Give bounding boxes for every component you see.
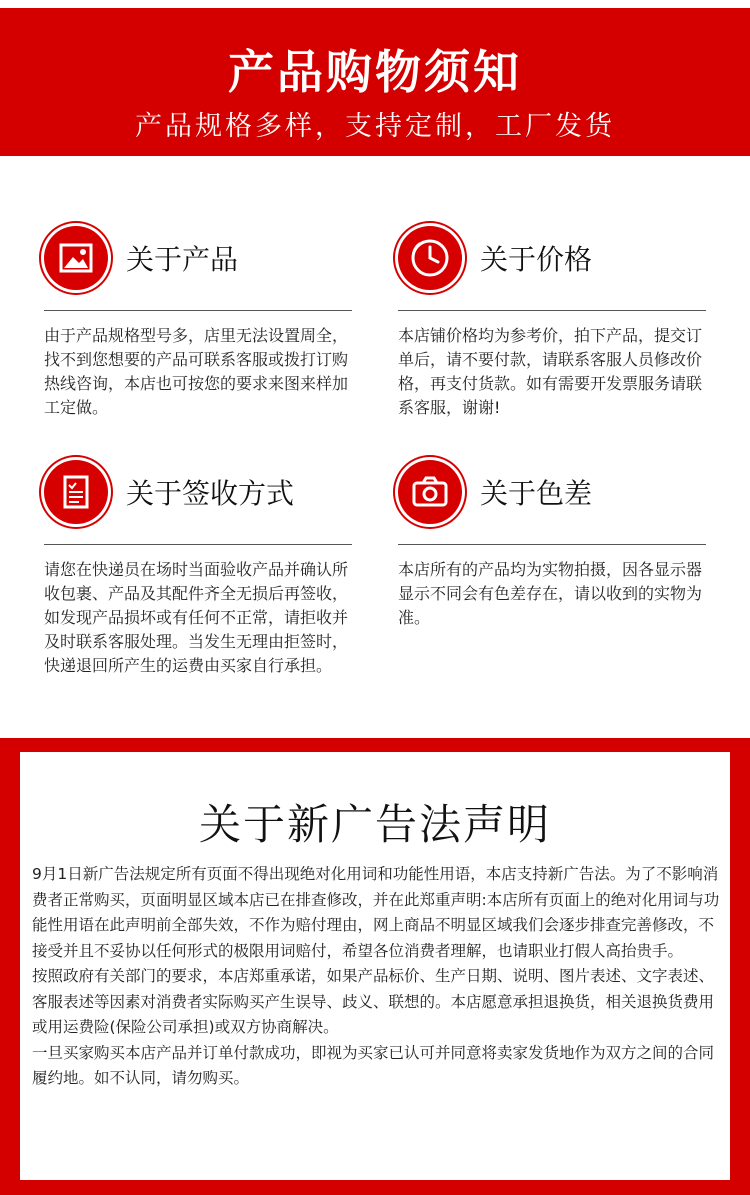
clock-icon [398, 226, 462, 290]
picture-icon [44, 226, 108, 290]
section-color [398, 460, 708, 710]
section-divider [44, 544, 352, 545]
section-text: 请您在快递员在场时当面验收产品并确认所收包裹、产品及其配件齐全无损后再签收，如发现产品损坏或有任何不正常，请拒收并及时联系客服处理。当发生无理由拒签时，快递退回所产生的运费由买家自行承担。 [44, 560, 349, 675]
section-divider [44, 310, 352, 311]
section-text: 本店所有的产品均为实物拍摄，因各显示器显示不同会有色差存在，请以收到的实物为准。 [398, 560, 703, 627]
camera-icon [398, 460, 462, 524]
legal-panel [0, 738, 750, 1195]
legal-title: 关于新广告法声明 [198, 800, 551, 849]
legal-paragraph: 按照政府有关部门的要求，本店郑重承诺，如果产品标价、生产日期、说明、图片表述、文字表述、客服表述等因素对消费者实际购买产生误导、歧义、联想的。本店愿意承担退换货，相关退换货费用或用运费险(保险公司承担)或双方协商解决。 [32, 967, 715, 1036]
section-text: 由于产品规格型号多，店里无法设置周全，找不到您想要的产品可联系客服或拨打订购热线咨询，本店也可按您的要求来图来样加工定做。 [44, 326, 349, 417]
legal-paragraph: 一旦买家购买本店产品并订单付款成功，即视为买家已认可并同意将卖家发货地作为双方之间的合同履约地。如不认同，请勿购买。 [32, 1043, 715, 1087]
section-title: 关于产品 [126, 243, 239, 276]
legal-text [32, 862, 722, 1092]
page-title: 产品购物须知 [228, 45, 522, 99]
header-banner [0, 8, 750, 156]
section-product [44, 226, 354, 446]
section-price [398, 226, 708, 446]
legal-paragraph: 9月1日新广告法规定所有页面不得出现绝对化用词和功能性用语，本店支持新广告法。为了不影响消费者正常购买，页面明显区域本店已在排查修改，并在此郑重声明:本店所有页面上的绝对化用词与功能性用语在此声明前全部失效，不作为赔付理由，网上商品不明显区域我们会逐步排查完善修改，不接受并且不妥协以任何形式的极限用词赔付，希望各位消费者理解，也请职业打假人高抬贵手。 [32, 865, 720, 960]
section-title: 关于色差 [480, 477, 593, 510]
section-divider [398, 544, 706, 545]
section-title: 关于签收方式 [126, 477, 295, 510]
section-delivery [44, 460, 354, 710]
section-text: 本店铺价格均为参考价，拍下产品，提交订单后，请不要付款，请联系客服人员修改价格，再支付货款。如有需要开发票服务请联系客服，谢谢! [398, 326, 703, 417]
section-title: 关于价格 [480, 243, 593, 276]
section-divider [398, 310, 706, 311]
page-subtitle: 产品规格多样，支持定制，工厂发货 [135, 111, 615, 142]
document-icon [44, 460, 108, 524]
legal-card [20, 752, 730, 1180]
